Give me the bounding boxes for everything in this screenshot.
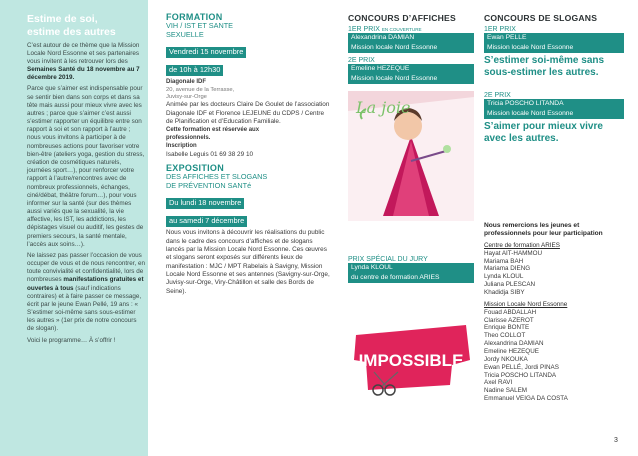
participant-name: Ewan PELLÉ, Jordi PINAS bbox=[484, 363, 559, 371]
poster-second-prize: 2E PRIX bbox=[348, 56, 375, 64]
participant-name: Alexandrina DAMIAN bbox=[484, 340, 544, 348]
slogan-second-winner: Tricia POSCHO LITANDA bbox=[484, 99, 624, 109]
intro-paragraph-4: Voici le programme… À s’offrir ! bbox=[27, 336, 116, 344]
participant-name: Lynda KLOUL bbox=[484, 273, 524, 281]
participant-name: Tricia POSCHO LITANDA bbox=[484, 371, 557, 379]
exposition-heading: EXPOSITION bbox=[166, 163, 225, 173]
formation-reserved-note: Cette formation est réservée aux professionnels. bbox=[166, 127, 260, 141]
participant-name: Axel RAVI bbox=[484, 379, 513, 387]
formation-place: Diagonale IDF bbox=[166, 79, 207, 86]
formation-heading: FORMATION bbox=[166, 12, 223, 22]
participant-name: Hayat AIT-HAMMOU bbox=[484, 249, 543, 257]
slogan-first-text: S’estimer soi-même sans sous-estimer les autres. bbox=[484, 54, 605, 78]
participant-name: Mariama DIENG bbox=[484, 265, 531, 273]
slogan-second-text: S’aimer pour mieux vivre avec les autres. bbox=[484, 121, 603, 145]
poster-second-prize-image bbox=[348, 91, 474, 221]
acknowledgements-title: Nous remercions les jeunes et professionnels pour leur participation bbox=[484, 222, 603, 237]
poster-first-prize: 1ER PRIX EN COUVERTURE bbox=[348, 26, 422, 33]
jury-prize-org: du centre de formation ARIES bbox=[348, 273, 474, 283]
participant-name: Theo COLLOT bbox=[484, 332, 526, 340]
formation-address-1: 20, avenue de la Terrasse, bbox=[166, 86, 235, 93]
poster-first-winner: Alexandrina DAMIAN bbox=[348, 33, 474, 43]
events-column bbox=[166, 13, 331, 296]
participant-name: Mariama BAH bbox=[484, 257, 524, 265]
participant-name: Nadine SALEM bbox=[484, 387, 528, 395]
intro-paragraph-2: Parce que s’aimer est indispensable pour se sentir bien dans son corps et dans sa tête mais aussi pour mieux vivre avec les autres ; parce que s’aimer c’est aussi s’estimer rapporter un équilibre entre son rapport à soi et son rapport à l’autre ; nous vous invitons à participer à de nombreuses actions pour favoriser votre bien-être (ateliers yoga, gestion du stress, création de cosmétiques naturels, journées sport…), pour renforcer votre rapport à l’autre/rencontres avec de nombreux professionnels, échanges, ciné/débat, théâtre forum…), pour vous informer sur la santé (sur des thèmes aussi variés que la sexualité, la vie affective, les IST, les addictions, les dépistages visuel ou auditif, les gestes de premiers secours, la santé mentale, l’accès aux soins…). bbox=[27, 85, 145, 248]
jury-prize-title: PRIX SPÉCIAL DU JURY bbox=[348, 256, 428, 263]
formation-hours: de 10h à 12h30 bbox=[166, 65, 223, 76]
formation-date: Vendredi 15 novembre bbox=[166, 47, 246, 58]
formation-subtitle-1: VIH / IST ET SANTE bbox=[166, 21, 234, 31]
participant-name: Enrique BONTE bbox=[484, 324, 530, 332]
jury-prize-poster-image bbox=[348, 290, 474, 440]
poster-first-org: Mission locale Nord Essonne bbox=[348, 43, 474, 53]
exposition-date-end: au samedi 7 décembre bbox=[166, 216, 247, 227]
intro-paragraph-3: Ne laissez pas passer l’occasion de vous occuper de vous et de nous rencontrer, en toute convivialité et confidentialité, lors de nombreuses manifestations gratuites et ouvertes à tous (sauf indications contraires) et à faire passer ce message, écrit par le jeune Ewan Pellé, 19 ans : « S’estimer soi-même sans sous-estimer les autres » (1er prix de notre concours de slogan). bbox=[27, 251, 145, 333]
participant-name: Emmanuel VEIGA DA COSTA bbox=[484, 395, 568, 403]
exposition-subtitle-1: DES AFFICHES ET SLOGANS bbox=[166, 172, 268, 182]
slogan-first-org: Mission locale Nord Essonne bbox=[484, 43, 624, 53]
slogan-second-prize: 2E PRIX bbox=[484, 92, 511, 100]
formation-subtitle-2: SEXUELLE bbox=[166, 29, 204, 39]
slogan-first-winner: Ewan PELLE bbox=[484, 33, 624, 43]
participant-name: Emeline HEZEQUE bbox=[484, 347, 539, 355]
exposition-subtitle-2: DE PRÉVENTION SANTé bbox=[166, 180, 252, 190]
exposition-description: Nous vous invitons à découvrir les réalisations du public dans le cadre des concours d’affiches et de slogans lancés par la Mission Locale Nord Essonne. Ces œuvres et slogans seront exposés sur différents lieux de manifestation : MJC / MPT Rabelais à Savigny, Mission Locale Nord Essonne et ses antennes (Savigny-sur-Orge, Juvisy-sur-Orge, Viry-Châtillon et salle des Bords de Seine). bbox=[166, 229, 330, 295]
slogan-contest-heading: CONCOURS DE SLOGANS bbox=[484, 13, 598, 23]
sidebar-intro bbox=[0, 0, 148, 456]
intro-paragraph-1: C’est autour de ce thème que la Mission Locale Nord Essonne et ses partenaires vous invitent à les retrouver lors des Semaines Santé du 18 novembre au 7 décembre 2019. bbox=[27, 41, 140, 82]
exposition-date-start: Du lundi 18 novembre bbox=[166, 198, 244, 209]
slogan-first-prize: 1ER PRIX bbox=[484, 26, 516, 33]
participant-name: Jordy NKOUKA bbox=[484, 355, 528, 363]
participant-name: Khadidja SIBY bbox=[484, 288, 525, 296]
formation-address-2: Juvisy-sur-Orge bbox=[166, 93, 207, 100]
svg-text:IMPOSSIBLE: IMPOSSIBLE bbox=[358, 351, 464, 370]
svg-text:La joie: La joie bbox=[356, 98, 411, 117]
inscription-contact: Isabelle Leguis 01 69 38 29 10 bbox=[166, 150, 254, 158]
poster-second-org: Mission locale Nord Essonne bbox=[348, 74, 474, 84]
intro-title: Estime de soi, estime des autres bbox=[27, 13, 116, 38]
acknowledgements bbox=[484, 222, 624, 403]
page-number: 3 bbox=[614, 437, 618, 444]
poster-contest-heading: CONCOURS D’AFFICHES bbox=[348, 13, 456, 23]
inscription-label: Inscription bbox=[166, 143, 197, 150]
slogan-second-org: Mission locale Nord Essonne bbox=[484, 109, 624, 119]
participant-name: Juliana PLESCAN bbox=[484, 281, 536, 289]
participant-name: Clarisse AZEROT bbox=[484, 316, 534, 324]
poster-contest-column bbox=[348, 13, 474, 84]
formation-description: Animée par les docteurs Claire De Goulet de l’association Diagonale IDF et Florence LEJEUNE du CDPS / Centre de Planification et d’Education Familiale. bbox=[166, 101, 330, 125]
poster-second-winner: Emeline HEZEQUE bbox=[348, 64, 474, 74]
slogan-contest-column bbox=[484, 13, 624, 145]
participant-name: Fouad ABDALLAH bbox=[484, 308, 537, 316]
jury-prize-block bbox=[348, 253, 474, 283]
jury-prize-winner: Lynda KLOUL bbox=[348, 263, 474, 273]
acknowledgements-org-mission-locale: Mission Locale Nord Essonne bbox=[484, 300, 568, 308]
acknowledgements-org-aries: Centre de formation ARIES bbox=[484, 241, 560, 249]
